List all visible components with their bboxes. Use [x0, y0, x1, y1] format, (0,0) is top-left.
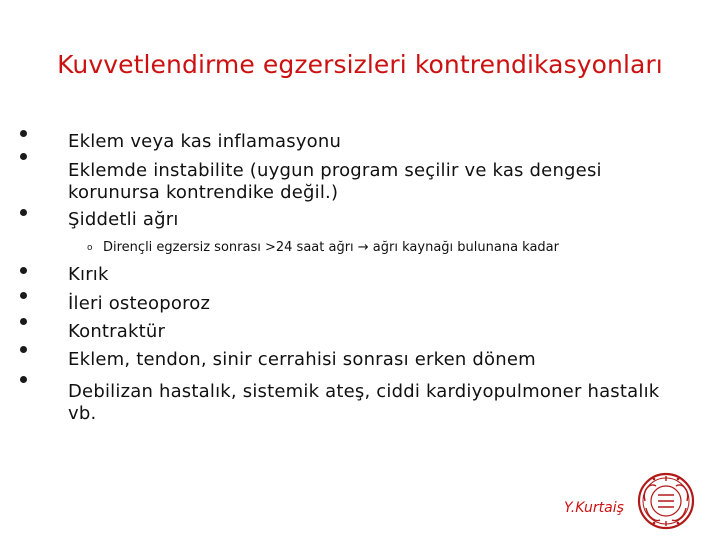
bullet-dot [20, 267, 27, 274]
bullet-line: Kontraktür [68, 321, 166, 342]
bullet-dot [20, 346, 27, 353]
author-signature: Y.Kurtaiş [564, 500, 624, 516]
bullet-item [68, 321, 688, 343]
bullet-dot [20, 292, 27, 299]
bullet-line: vb. [68, 403, 97, 424]
bullet-line: Kırık [68, 264, 109, 285]
slide-title: Kuvvetlendirme egzersizleri kontrendikasyonları [57, 50, 663, 79]
bullet-line: Şiddetli ağrı [68, 209, 179, 230]
bullet-line: korunursa kontrendike değil.) [68, 182, 339, 203]
bullet-item [68, 131, 688, 153]
bullet-line: Debilizan hastalık, sistemik ateş, ciddi kardiyopulmoner hastalık [68, 381, 660, 402]
sub-bullet-text: Dirençli egzersiz sonrası >24 saat ağrı → ağrı kaynağı bulunana kadar [103, 240, 559, 255]
sub-bullet-marker: o [87, 243, 93, 253]
bullet-item [68, 264, 688, 286]
bullet-line: İleri osteoporoz [68, 293, 211, 314]
bullet-dot [20, 209, 27, 216]
bullet-line: Eklemde instabilite (uygun program seçilir ve kas dengesi [68, 160, 602, 181]
bullet-item [68, 209, 688, 231]
bullet-dot [20, 376, 27, 383]
bullet-line: Eklem veya kas inflamasyonu [68, 131, 342, 152]
bullet-dot [20, 130, 27, 137]
bullet-dot [20, 318, 27, 325]
bullet-item [68, 381, 688, 425]
university-seal-icon [636, 470, 696, 532]
bullet-line: Eklem, tendon, sinir cerrahisi sonrası erken dönem [68, 349, 536, 370]
bullet-item [68, 160, 688, 204]
bullet-item [68, 293, 688, 315]
bullet-item [68, 349, 688, 371]
bullet-dot [20, 153, 27, 160]
